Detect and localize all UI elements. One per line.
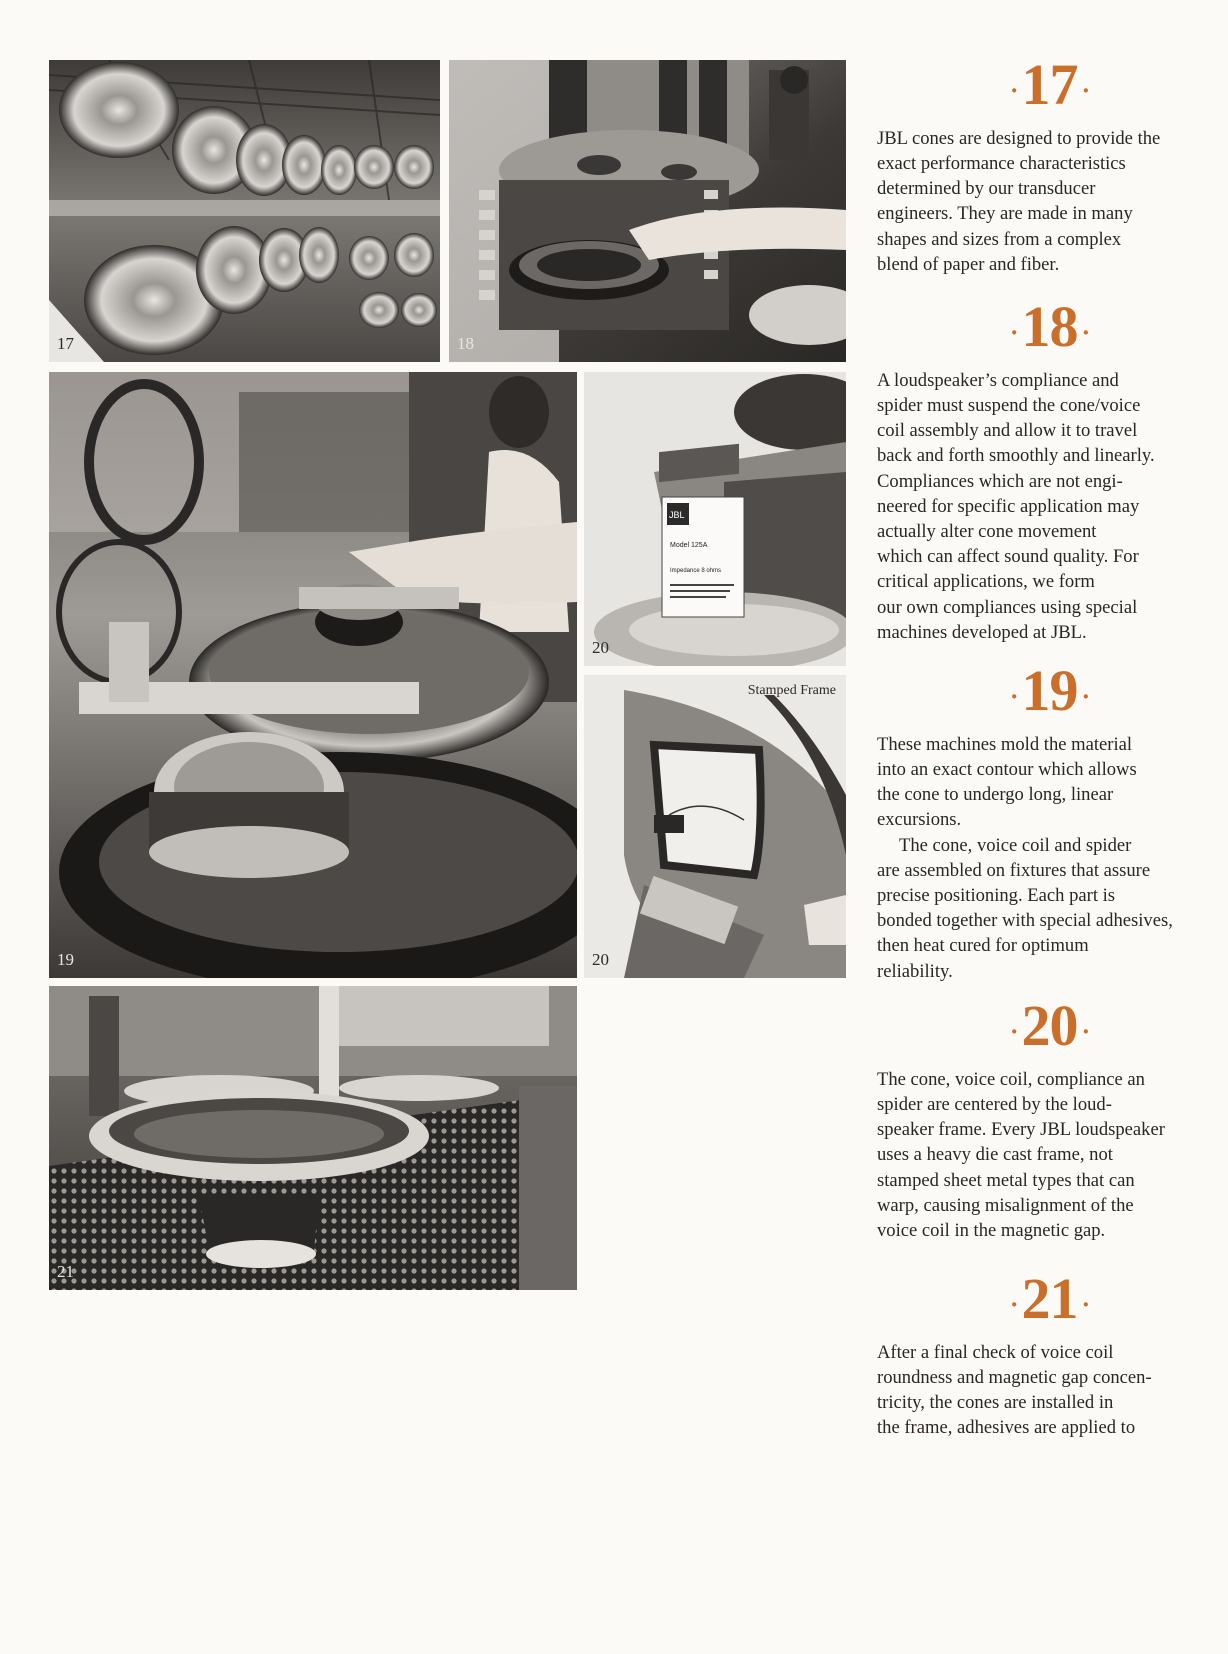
section-heading: ·20 · bbox=[1009, 993, 1090, 1058]
photo-18-molding-machine bbox=[449, 60, 846, 362]
impedance-text: Impedance 8 ohms bbox=[670, 568, 722, 574]
photo-number: 19 bbox=[57, 950, 74, 969]
photo-20-frame-label bbox=[584, 372, 846, 666]
photo-21-conveyor bbox=[49, 986, 577, 1290]
section-20 bbox=[877, 995, 1222, 1243]
section-heading: ·18 · bbox=[1009, 294, 1090, 359]
section-21 bbox=[877, 1268, 1222, 1441]
photo-17-cone-rack bbox=[49, 60, 440, 362]
photo-number: 21 bbox=[57, 1262, 74, 1281]
conveyor-illustration bbox=[49, 986, 577, 1290]
photo-number: 20 bbox=[592, 638, 609, 657]
molding-machine-illustration bbox=[449, 60, 846, 362]
jbl-spec-label bbox=[662, 497, 744, 617]
photo-number: 18 bbox=[457, 334, 474, 353]
photo-19-assembly bbox=[49, 372, 577, 978]
section-text: JBL cones are designed to provide the exact performance characteristics determined by our transducer engineers. They are made in many shapes and sizes from a complex blend of paper and fiber. bbox=[877, 127, 1161, 275]
section-heading: ·17 · bbox=[1009, 52, 1090, 117]
photo-caption: Stamped Frame bbox=[747, 683, 836, 698]
frame-label-illustration bbox=[584, 372, 846, 666]
section-heading: ·21 · bbox=[1009, 1266, 1090, 1331]
section-19 bbox=[877, 660, 1222, 984]
section-text: The cone, voice coil, compliance an spider are centered by the loud- speaker frame. Every JBL loudspeaker uses a heavy die cast frame, not stamped sheet metal types that can warp, causing misalignment of the voice coil in the magnetic gap. bbox=[877, 1068, 1165, 1241]
model-text: Model 125A bbox=[670, 542, 708, 549]
photo-20-stamped-frame bbox=[584, 675, 846, 978]
section-text-continued: The cone, voice coil and spider are assembled on fixtures that assure precise positioning. Each part is bonded together with special adhesives, then heat cured for optimum reliability. bbox=[877, 834, 1173, 982]
section-heading: ·19 · bbox=[1009, 658, 1090, 723]
section-text: These machines mold the material into an exact contour which allows the cone to undergo long, linear excursions. bbox=[877, 733, 1137, 831]
photo-number: 20 bbox=[592, 950, 609, 969]
cone-rack-illustration bbox=[49, 60, 440, 362]
assembly-illustration bbox=[49, 372, 577, 978]
photo-number: 17 bbox=[57, 334, 74, 353]
section-18 bbox=[877, 296, 1222, 645]
section-text: After a final check of voice coil roundness and magnetic gap concen- tricity, the cones are installed in the frame, adhesives are applied to bbox=[877, 1341, 1152, 1439]
stamped-frame-illustration bbox=[584, 675, 846, 978]
section-17 bbox=[877, 54, 1222, 277]
section-text: A loudspeaker’s compliance and spider must suspend the cone/voice coil assembly and allow it to travel back and forth smoothly and linearly. Compliances which are not engi- neered for specific application may actually alter cone movement which can affect sound quality. For critical applications, we form our own compliances using special machines developed at JBL. bbox=[877, 369, 1155, 643]
jbl-logo-text: JBL bbox=[669, 510, 685, 520]
